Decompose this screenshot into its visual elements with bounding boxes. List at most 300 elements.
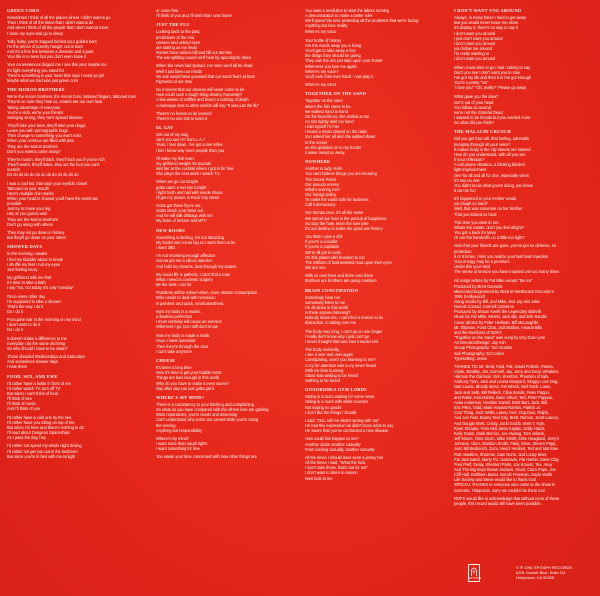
lyric-line: I'll read about Dungeon Spaceships [7,430,70,436]
lyric-line: Your bottle of history [305,37,342,43]
lyric-line: Don't you wanna come along? [7,148,61,154]
lyric-line: Problems will be solved when, more vitamin consumption [156,290,258,296]
copyright-line: © ℗ 1991 EPITAPH RECORDS [516,565,573,570]
lyric-line: I want 36D [156,245,176,251]
lyric-line: That you kicked so hard [454,211,497,217]
lyric-line: I'll make my fish town, [156,155,195,161]
lyric-line: On this planet with freedom to run [305,254,365,260]
lyric-line: "I love you" "Oh, really?" Please go away [454,85,527,91]
lyric-line: Typesetting: Jesse [454,355,488,361]
lyric-line: Now my body is made a mask [156,333,210,339]
lyric-line: What gave you the idea? [454,94,499,100]
lyric-line: As she tightly held my hand [305,118,354,124]
lyric-line: Day after day you just gotta get it [156,385,215,391]
lyric-line: There's no one lots to learn it [156,115,208,121]
lyric-line: You waste your time concerned with how other things are [156,454,257,460]
lyric-line: Art Direction/Design: Jay Ash [454,340,506,346]
song-block [454,8,594,90]
lyric-line: What I need is cosmetic surgery [156,276,213,282]
lyric-line: Then I think of all the times that I didn't wanna do [7,20,94,26]
lyric-line: So what do you have compared with the others love are gaining [156,407,269,413]
lyric-line: Who needs to deal with recession [156,295,216,301]
lyric-line: Eric Pikel, Todd, Mark Howard Rankin, Patrick Jo [454,405,541,411]
lyric-line: as she grabbed on to my border [305,144,362,150]
label-address [516,565,594,580]
lyric-line: Where's my voice [305,28,337,34]
lyric-line: Unseen and unkind eyes [156,39,200,45]
lyric-line: Is painless and quick, small anesthetic [156,300,224,306]
lyric-line: Get out of my way, [156,132,189,138]
lyric-line: Nobody hears me, I can't find a reason to be [305,315,384,321]
song-block [305,387,443,481]
lyric-line: Just feeling lousy [7,266,38,272]
lyric-line: Soli Photography: Ed Colver [454,350,505,356]
lyric-line: My boobs are not as big so I want them to be [156,239,236,245]
lyric-line: In the morning I awake [7,251,48,257]
lyric-line: Everyday I do the same old thing [7,340,66,346]
lyric-line: Somebody hear me [305,294,340,300]
lyric-line: Did you get that call, that feeling, adrenalin [454,136,530,142]
lyric-line: And when I think of all the people that I don't wanna meet [7,25,108,31]
lyric-line: Or are the handcuffs on a little too tight? [454,235,525,241]
song-title: GREEN CORN [7,8,40,13]
song-block [305,159,443,283]
lyric-line: A message sent to other worlds will say "It was just the flu" [156,102,259,108]
lyric-line: Hey ar you gonna wait [7,211,47,217]
lyric-line: Then they're through the door [156,343,209,349]
lyric-line: Things are bad enough in this world [156,375,220,381]
lyric-line: She plays the next week I watch T.V. [156,171,221,177]
lyric-line: He swore that you've contracted a new disease [305,428,389,434]
song-block [7,374,145,459]
lyric-line: gotta catch a red eye tonight [156,184,207,190]
lyric-line: The body worriedly, [305,347,340,353]
lyric-line: Your energy may be a premium [454,258,510,264]
lyric-line: Gotta shock your Mom out [156,208,203,214]
lyric-line: It's fight everything you stand for [7,67,65,73]
lyric-line: I'm the prince of poverty hangin' out in bars [7,43,83,49]
lyric-line: Ryan Shrader, Fran Neil, Bess Kaplan, Eddy Hatch, [454,425,546,431]
lyric-line: It's happened to your mother would [454,196,517,202]
lyric-line: I shuffle my feet I rub my eyes [7,261,60,267]
lyric-line: Now that your friends are gone, you've got no defense, no [454,243,557,249]
lyric-line: Jeff Moore, Gina Sicon, Mike Smith, Mike Hoagland, Jerry's [454,436,559,442]
lyric-line: When we go out tonight [156,179,198,185]
lyric-line: you laugh so hard? [454,201,488,207]
lyric-line: How could this happen to me? [305,436,359,442]
lyrics-column-1 [7,8,145,590]
lyric-line: You want a revolution to start the labors running [305,8,390,13]
lyric-line: Guys I meet speculate [156,338,196,344]
lyric-line: Cliff Hall, Kathleen Barns, Bonds Freeman, Doyle Wolfe [454,472,553,478]
lyric-line: And Dougie Brett, Crissy, Jacki Grobb, Brett T, Kyle, [454,420,546,426]
lyric-line: Anthony Tran, Jack and Leona Monyard, Sloppy Love Dog, [454,379,559,385]
lyric-line: I told myself I'm her [305,124,340,130]
address-line-2: Hollywood, CA 90028 [516,575,555,580]
song-title: THE MORON BROTHERS [7,87,65,93]
lyric-line: Dan Lauria, Bloody Mess, Fat Wreck, Neil Rock, Lowe, [454,384,551,390]
lyric-line: Music by Fat Mike, Melvin, Jack Bly, and Erik Sandin [454,314,547,320]
lyric-line: Cover photos by Peter Heilman, Bill McLaughlin [454,319,539,325]
lyric-line: When it was time to go I had nothing to say [454,64,531,70]
lyric-line: What's scaring me? [305,186,340,192]
lyric-line: Anything but face reality [305,23,348,29]
lyric-line: Is there anyone listening? [305,310,351,316]
lyric-line: Where's my mind [305,82,336,88]
lyric-line: And he will talk dirtbags with me [156,213,213,219]
lyric-line: I won't take those, that's not for me" [305,465,368,471]
lyric-line: Johnson, Glen, Sheldon Smith, Patty, Drive, Steven Popp, [454,441,557,447]
lyric-line: It's display it, there's no way to say it [454,25,518,31]
lyric-line: Brothers are brothers are going nowhere [305,278,377,284]
lyric-line: I don't want you around [454,30,496,36]
song-title: EL GAY [156,124,174,130]
song-title: I DON'T WANT YOU AROUND [454,8,522,13]
lyric-line: Don't you see I don't want you to stay [454,69,520,75]
lyric-line: I don't like the things I should [305,409,357,415]
lyric-line: You'd get to take away a few [305,48,356,54]
lyric-line: A cry for attention was a cry never heard [305,362,377,368]
lyric-line: I'd rather have a cold one by the sea [7,414,72,420]
lyric-line: It's two on one [454,177,480,183]
lyric-line: can't you see I'm from L.A.? [156,137,206,143]
lyric-line: the things they should be giving [305,53,361,59]
lyric-line: With my time bunning [305,367,344,373]
lyric-line: Gonna get me a silicon injection [156,258,213,264]
lyric-line: So stop the hate, learn the love joke [305,220,369,226]
address-line-1: 6201 Sunset Blvd. Suite 111 [516,570,566,575]
lyric-line: Be the best I can be [156,282,192,288]
lyric-line: and the Members of NOFX [454,329,502,335]
song-block [454,94,594,125]
song-block [156,395,294,460]
song-block [156,358,294,391]
lyric-line: Our foreign policy [305,192,337,197]
lyric-line: I'd rather watch TV, turn off TV [7,385,61,391]
lyric-line: to the ocean [305,139,327,145]
lyric-line: Rocket force armies bill and bill our demise [156,50,232,56]
lyric-line: Those dreaded Wednesdays and Saturdays [7,354,85,360]
lyric-line: With us over here and there over there [305,273,374,279]
lyric-line: Your life is a mess but you don't even know it [7,54,87,60]
lyric-line: Leave you with pornographic bugs [7,128,68,134]
lyric-line: We'll spend the time protesting all the problems that we're facing [305,18,419,24]
song-block [7,87,145,240]
lyric-line: Whenever you love me again [305,63,357,69]
lyric-line: Sitting in a room with white couches [305,399,369,405]
lyric-line: How could such a tough thing destroy humanity? [156,92,242,98]
song-title: CHEESE [156,357,176,363]
song-title: THE MALACHI CRUNCH [454,129,511,135]
lyric-line: Another in lady, Hello [305,166,343,172]
lyric-line: pumping through all your veins? [454,141,511,147]
song-block [156,8,294,18]
lyric-line: And The Big Boys Brown Jackers, Heart, Clara Pope, Joe [454,466,556,472]
lyric-line: Gotta get those flyers out [156,203,201,208]
logo-text: EPITAPH [469,577,482,580]
lyric-line: But you would never leave me alone [454,20,519,26]
lyric-line: my girlfriend weighs 90 pounds [156,160,211,166]
lyric-line: My fame of fortune and MTV [156,218,207,224]
lyric-line: Sometimes I think of all the places where I didn't wanna go [7,15,111,21]
lyric-line: I never thought that was how it would end [305,338,379,344]
lyric-line: Fat Jack Band, Marty Fix, Gatorade, Pat Harker, Dave Clay, [454,456,560,462]
lyric-line: Group Photography: Tom Dumke [454,345,513,351]
lyric-line: But since you're in bed with me tonight [7,453,76,459]
lyric-line: That's the way I do it [7,303,44,309]
lyric-line: it wave swept us away [305,149,345,155]
lyric-line: Now it's time to get your bubble burst [156,370,222,376]
lyric-line: It doesn't make a difference to me [7,335,67,341]
song-title: GONORRHEA GYM LORDS [305,387,367,393]
song-title: WHERE'S MY MIND? [156,394,205,400]
song-title: FOOD, SEX, AND EWE [7,373,58,379]
lyric-line: It's been a long time [156,365,192,371]
lyric-line: Do I do it [7,327,23,333]
song-block [156,22,294,121]
lyric-line: Clyde, Bradley, Jim, Donnell, Jay, Jerry and Desy, Whalens, [454,369,560,374]
lyric-line: This time you want to run [454,219,499,225]
lyric-line: And sometimes shower days [7,359,59,365]
lyric-line: Met her at the cocktail where I got in for free [156,166,234,172]
lyric-line: SPECIAL THANKS to everyone who came to the show in [454,482,556,488]
lyric-line: There's something in your heart that says I need ya girl [7,72,104,78]
lyric-line: I'd rather have you sitting on top of me [7,419,75,425]
lyric-line: I just don't want you around [454,35,503,41]
lyric-line: I close my eyes and go to sleep [7,30,63,36]
lyric-line: Whats the matter, don't you feel alright? [454,224,524,230]
lyric-line: Want reparations, you're needs and deserving [156,412,238,418]
lyric-line: "Together on the Sand" was sung by Izzy Dow Lynn [454,335,546,341]
song-title: TOGETHER ON THE SAND [305,91,367,97]
song-title: SHOWER DAYS [7,244,43,250]
lyric-line: Looking back to the past, [156,29,201,35]
lyric-line: So why should I have to be clean? [7,345,68,351]
lyric-line: Don't go along with others [7,221,53,227]
lyric-line: Yeah, I feel down, I've got a tow reflex [156,142,223,148]
lyric-line: a flawless perfection [156,313,193,319]
epitaph-logo [468,564,480,582]
lyric-line: scratch [7,167,20,173]
lyric-line: If you're a capitalist [305,244,339,250]
lyric-line: As I pass the day, hey [7,435,46,441]
lyric-line: Do I do it [7,308,23,314]
lyric-line: Then change to something you won't miss [7,133,82,139]
lyric-line: Life Society and Steve would like to thank God [454,477,537,483]
lyric-line: And I'll think of you [7,406,41,412]
lyric-line: THANKS TO: Mr. Brett, Kind, Pat, David Pollock, Patera, [454,363,554,369]
lyric-line: To make the world safe for business [305,197,369,203]
lyric-line: They own the ant just step upon your sharer [305,58,383,64]
lyric-line: They're moron, they'll bitch, they'll fuck you if you're rich [7,156,105,162]
lyric-line: Are the words away you a living [305,42,362,48]
song-block [305,288,443,384]
lyric-line: the serving [156,422,176,428]
lyric-line: If your reflection? [454,157,485,163]
lyric-line: Under this your vinyl [454,264,491,270]
song-block [156,228,294,330]
lyric-line: it can be fun [454,188,476,193]
lyric-line: But when I can't think of food [7,391,58,396]
lyric-line: NOFX would like to acknowledge that without none of these [454,495,560,501]
lyrics-column-4 [454,8,594,590]
lyric-line: Tattooed on your mouth [7,185,49,191]
lyric-line: are staring on my head [156,44,197,50]
lyric-line: They are the Moron Brothers [7,143,58,149]
lyric-line: Sitting in a room waiting for some news [305,394,375,400]
lyric-line: Cool Thing, Jack Wells, Laney, Kerl, Dog Dust, Ralph, [454,410,549,416]
lyric-line: Wherever I go, but I still don't know [156,324,218,330]
lyric-line: we walked hand in hand [305,108,348,114]
lyric-line: We are one [305,265,326,271]
song-block [454,129,594,274]
lyric-line: Anita Anderson, Heather Daniel, Brett Bart, Jack, Bill, [454,399,548,405]
lyric-line: My girlfriend tells me that [7,275,52,281]
lyric-line: I'm supposed to take a shower [7,298,61,304]
lyric-line: I don't want to listen to reason [305,470,358,476]
lyric-line: 1991 (Hollywood) [454,293,486,299]
lyric-line: distraction, to taking over me [305,320,356,326]
lyric-line: And Joe Fear, Bunny Teal Day, Brett, Ramon, Scott Laurus, [454,415,559,421]
lyric-line: We're all got to exist [305,249,341,255]
lyric-line: Just try to move your leg [7,206,51,212]
lyric-line: I don't want you around [454,40,496,46]
song-title: NOWHERE [305,159,331,165]
lyrics-column-3 [305,8,443,590]
song-block [305,8,443,34]
lyric-line: No one would have guessed that our worst fears at best [156,73,255,79]
lyric-line: light imprisonment [454,167,487,173]
lyric-line: Your conveniences disgust me I see this your maybe too [7,62,107,68]
lyric-line: Well, that was someone on her brother [454,206,523,212]
lyric-line: Call it democracy [305,202,336,208]
song-block [7,8,145,83]
lyric-line: I wanted to be friends but you wanted more [454,114,531,120]
lyric-line: All the times I said, "What the fuck, [305,460,367,466]
lyric-line: I'd rather not spend my whole night driving [7,443,82,449]
lyric-line: We're the moron brothers, the moron bros, tattooed fingers, tattooed toes [7,94,136,100]
lyric-line: Glass was waiting to be heard [305,372,359,378]
lyric-line: possible [7,201,22,207]
lyric-line: I was a cool kid, that says your eyelids closed [7,180,88,186]
lyric-line: Kelly Dolan, Mark Berrios, Joe Hwang, Tom Jelinek, [454,430,546,436]
lyric-line: Anything but responsibility [156,427,203,433]
song-title: BRAIN CONSTIPATION [305,287,359,293]
lyric-line: I said, "Doc, tell me what's wrong with me" [305,417,380,423]
lyric-line: But they'll go down on your street [7,235,66,241]
lyric-line: When the news had spread, I've seen we'd all be dead [156,63,253,69]
lyric-line: It makes body in the city streets are stained [454,146,531,152]
lyric-line: Taking advantage of everyone [7,104,61,110]
lyric-line: I'd rather have a bottle in front of me [7,380,71,386]
lyric-line: And hold my dreams, bust through my seams [156,263,237,269]
song-title: NEW BOOBS [156,227,185,233]
lyric-line: But when I'm here and there's nothing to do [7,424,84,430]
lyric-line: So it seems that our dreams will never come to be [156,87,245,93]
lyric-line: I'm not receiving enough affection [156,253,216,259]
lyric-line: A demonstration to make a better ruler [305,13,373,19]
lyric-line: Swinging strong, they can't spread disease [7,114,83,120]
lyric-line: people, this record would still have been possible. [454,500,542,506]
lyric-line: I'll think of music [7,401,36,407]
lyric-line: You didn't know what you're doing, you know [454,182,533,188]
lyric-line: I'll think of sex [7,396,32,402]
song-block [305,91,443,155]
lyric-line: Our human race, it's all the same [305,210,364,216]
lyric-line: I hate them [7,364,27,370]
lyric-line: Once every other day [7,293,46,299]
lyric-line: Gang vocals by Bill, and Mike, and Jay and Jake [454,298,540,304]
lyric-line: I want more than equal rights [156,441,208,447]
lyric-line: If you're a socialist [305,239,338,245]
lyric-line: You got a back for Mary [454,230,496,236]
lyric-line: You're a pretty "No" [454,80,489,86]
lyric-line: we're not the Grateful Dead [454,109,503,115]
lyric-line: I want something for free [156,446,200,452]
lyric-line: Can't understand why some are carved while you're doing [156,417,259,423]
lyric-line: I'm all alone in this world [305,304,349,310]
lyric-line: We spend our lives in the pursuit of happiness [305,215,387,221]
lyric-line: Fred Pieff, Dealy, Sherbert Parts, Joy Krauss, Tex, Anxy [454,461,553,467]
lyric-line: and Pattie, Kira Dubbs, Dave Olson, Ted, Peter Pappas, [454,394,553,400]
lyric-line: So what did you think? [454,120,495,126]
lyric-line: There's no lesson to be learned [156,110,212,116]
lyric-line: You're a slob, we're your friends [7,109,64,115]
lyric-line: You think I give a shit [305,234,343,240]
lyric-line: Mixed and Engineered by Brett at Westbeach Recorders [454,288,554,294]
lyric-line: predictions of the end [156,34,195,40]
lyric-line: You follow us around [454,104,491,110]
lyric-line: They're so rude they hate us, smarts are our own fault [7,99,103,105]
lyric-line: somebody listen to me [305,299,345,305]
tombstone-icon [471,567,477,576]
lyric-line: You can't believe things you are knowing [305,171,377,177]
lyric-line: The sense of tension you have inspired one too many times [454,269,560,275]
lyric-line: or come free [156,8,179,13]
lyric-line: They may not go down in history [7,229,65,235]
lyric-line: I don't want to do it [7,322,41,328]
lyric-line: Not saying no goods [305,404,342,410]
lyric-line: I really don't know why I just can't go [305,333,370,339]
lyric-line: They are the Moron Brothers [7,216,58,222]
lyric-line: protection [454,248,472,254]
song-block [7,244,145,369]
label-footer [454,564,594,586]
lyric-line: I see it over and over again [305,352,353,358]
lyric-line: Tully, baby, you're trapped behind your golden bars [7,38,97,44]
lyric-line: Nothing to be heard [305,378,341,383]
lyric-line: And it's a fine line between a dreamer and a poet [7,49,94,55]
lyric-line: I must certainly will cause an erection [156,318,222,324]
lyric-line: I can't take anymore [156,348,192,354]
lyric-line: A cell phone vibration, a blinking blinded [454,162,525,168]
lyric-line: I don't want you around [454,56,496,62]
lyric-line: When your cerebus are filled with piss [7,138,75,144]
lyric-line: The Secret Priest [305,176,336,182]
lyric-line: All songs written by Fat Mike except "Be Ice" [454,278,533,284]
lyric-line: I'd rather not get you out in the bedroom [7,448,78,454]
lyric-line: My social life is pathetic, I can't find a man [156,271,231,277]
lyric-line: Mr. Ellyman, Fond Chat, Jodi Brafton, Amaral Bills [454,324,543,330]
lyric-line: A few weeks of sniffles and fevers a nothing of death [156,97,249,103]
lyric-line: I heard a music played on the radio [305,129,368,135]
song-title: JUST THE FLU [156,22,190,28]
lyric-line: So I asked her all and she walked down [305,134,376,140]
lyric-line: Well it just blew our minds [156,68,202,74]
lyric-line: How do you understand, with all you see [454,151,526,157]
lyric-line: I feel my bladder about to break [7,256,63,262]
lyric-line: Our pseudo enemy [305,181,340,187]
